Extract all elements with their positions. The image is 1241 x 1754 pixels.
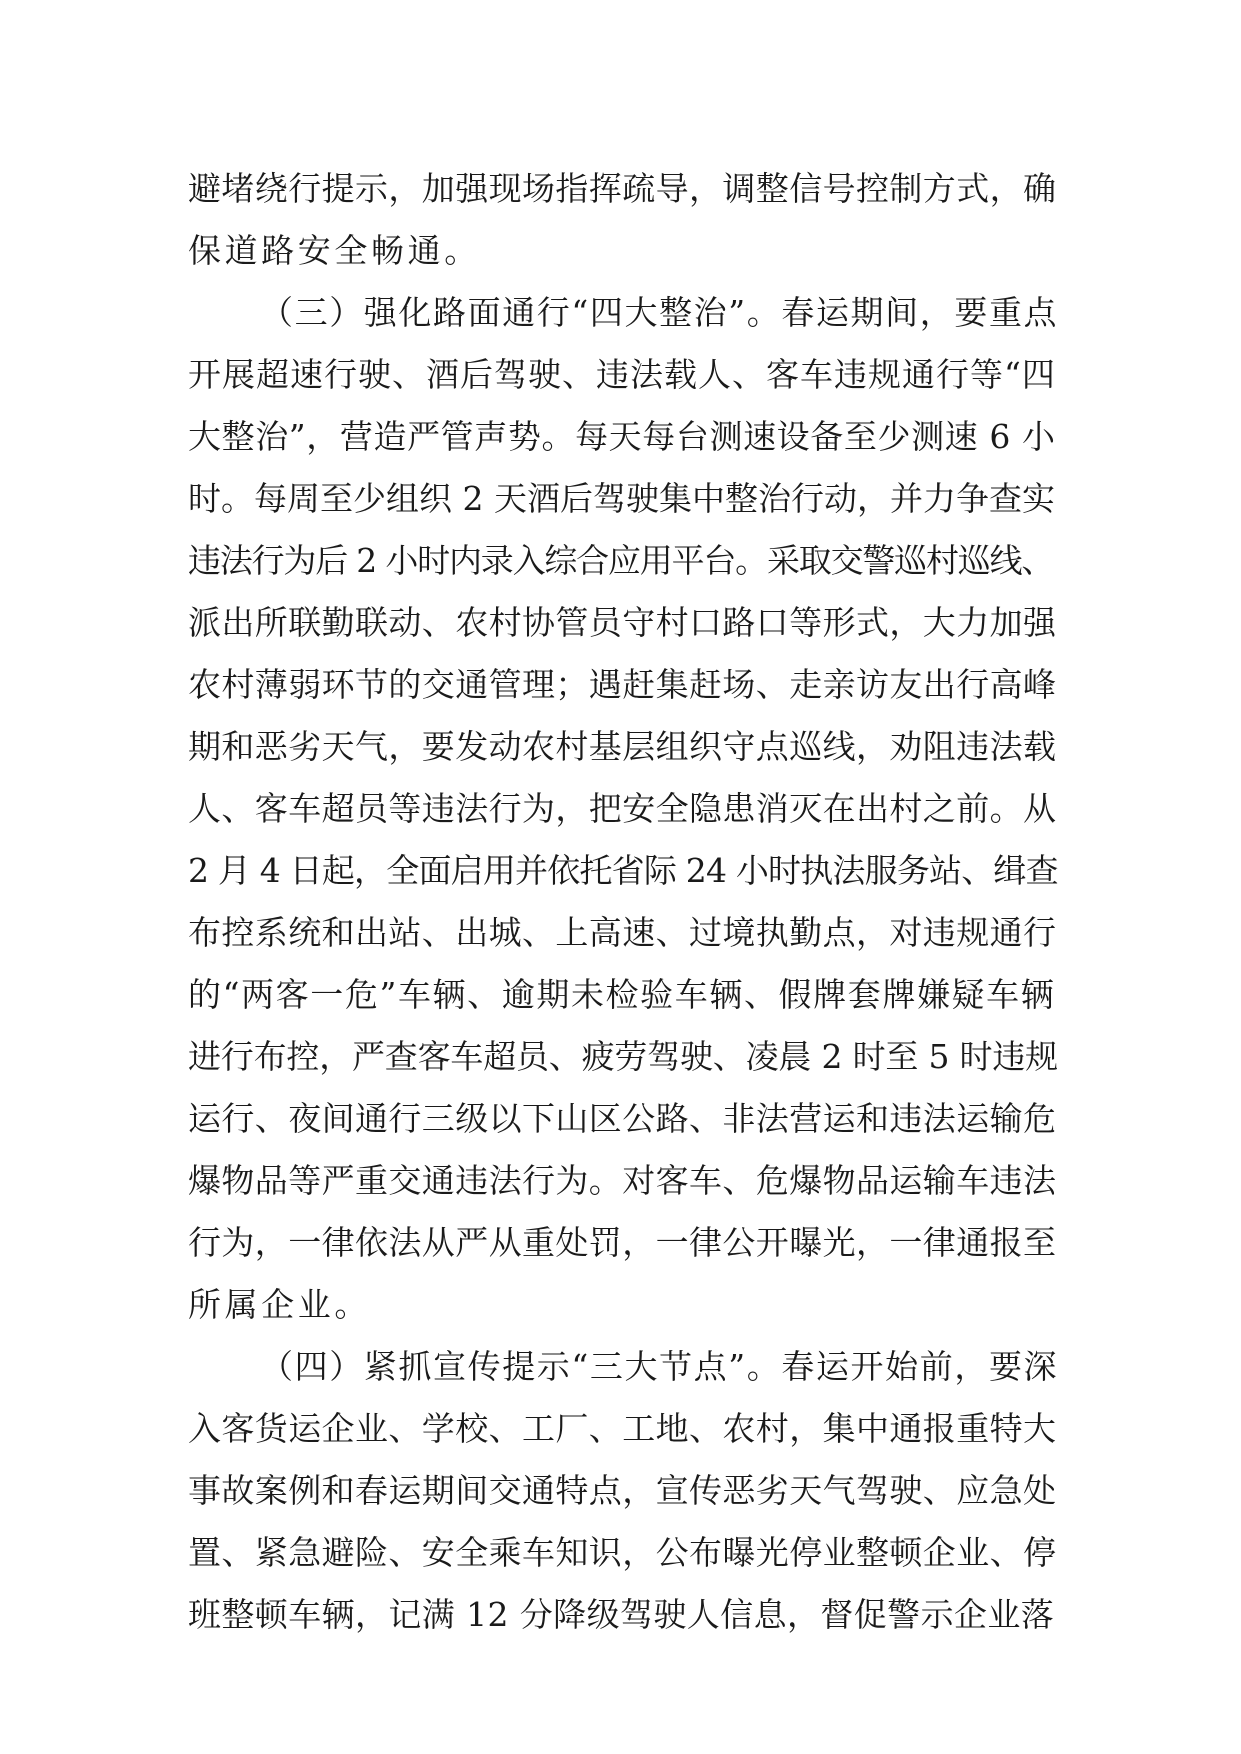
text-line: 农村薄弱环节的交通管理；遇赶集赶场、走亲访友出行高峰 <box>188 665 1057 704</box>
text-line: 人、客车超员等违法行为，把安全隐患消灭在出村之前。从 <box>188 789 1057 828</box>
text-line: 运行、夜间通行三级以下山区公路、非法营运和违法运输危 <box>188 1099 1057 1138</box>
text-line: （三）强化路面通行“四大整治”。春运期间，要重点 <box>260 293 1059 332</box>
text-line: 保道路安全畅通。 <box>188 231 481 270</box>
text-line: 行为，一律依法从严从重处罚，一律公开曝光，一律通报至 <box>188 1223 1057 1262</box>
text-line: 时。每周至少组织 2 天酒后驾驶集中整治行动，并力争查实 <box>188 479 1055 518</box>
text-line: 期和恶劣天气，要发动农村基层组织守点巡线，劝阻违法载 <box>188 727 1057 766</box>
text-line: 置、紧急避险、安全乘车知识，公布曝光停业整顿企业、停 <box>188 1533 1057 1572</box>
body-text <box>188 158 1058 1646</box>
text-line: 入客货运企业、学校、工厂、工地、农村，集中通报重特大 <box>188 1409 1057 1448</box>
text-line: 派出所联勤联动、农村协管员守村口路口等形式，大力加强 <box>188 603 1057 642</box>
text-line: 避堵绕行提示，加强现场指挥疏导，调整信号控制方式，确 <box>188 169 1057 208</box>
text-line: 进行布控，严查客车超员、疲劳驾驶、凌晨 2 时至 5 时违规 <box>188 1037 1058 1076</box>
text-line: 的“两客一危”车辆、逾期未检验车辆、假牌套牌嫌疑车辆 <box>188 975 1056 1014</box>
text-line: 2 月 4 日起，全面启用并依托省际 24 小时执法服务站、缉查 <box>188 851 1058 890</box>
text-line: 爆物品等严重交通违法行为。对客车、危爆物品运输车违法 <box>188 1161 1057 1200</box>
text-line: 开展超速行驶、酒后驾驶、违法载人、客车违规通行等“四 <box>188 355 1056 394</box>
text-line: 班整顿车辆，记满 12 分降级驾驶人信息，督促警示企业落 <box>188 1595 1055 1634</box>
text-line: 布控系统和出站、出城、上高速、过境执勤点，对违规通行 <box>188 913 1057 952</box>
text-line: 事故案例和春运期间交通特点，宣传恶劣天气驾驶、应急处 <box>188 1471 1057 1510</box>
text-line: （四）紧抓宣传提示“三大节点”。春运开始前，要深 <box>260 1347 1059 1386</box>
text-line: 违法行为后 2 小时内录入综合应用平台。采取交警巡村巡线、 <box>188 541 1054 580</box>
text-line: 大整治”，营造严管声势。每天每台测速设备至少测速 6 小 <box>188 417 1056 456</box>
text-line: 所属企业。 <box>188 1285 371 1324</box>
